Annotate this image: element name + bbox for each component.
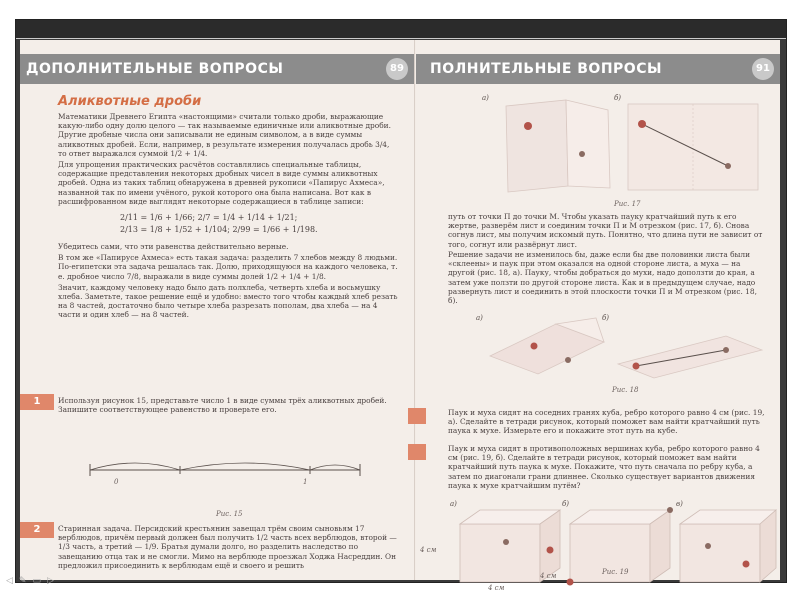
fig19-c-label: в) <box>676 500 683 508</box>
left-body <box>58 112 398 322</box>
fig18-caption: Рис. 18 <box>612 386 639 394</box>
spider-icon <box>743 561 750 568</box>
fly-icon <box>705 543 711 549</box>
fly-icon <box>565 357 571 363</box>
fly-icon <box>725 163 731 169</box>
spider-icon <box>633 363 640 370</box>
number-line-figure <box>80 448 380 488</box>
task-1-marker: 1 <box>20 394 54 410</box>
right-header: ПОЛНИТЕЛЬНЫЕ ВОПРОСЫ <box>416 54 780 84</box>
task-4-marker <box>408 444 426 460</box>
forward-arrow-icon[interactable]: ▷ <box>46 576 60 586</box>
cube-dim-right: 4 см <box>540 572 557 580</box>
right-page-number: 91 <box>752 58 774 80</box>
folded-sheet-right <box>566 100 610 188</box>
book-spread <box>20 40 780 592</box>
task-3-marker <box>408 408 426 424</box>
slideshow-controls[interactable] <box>6 576 60 586</box>
cube-dim-left: 4 см <box>420 546 437 554</box>
paragraph-1: Математики Древнего Египта «настоящими» считали только дроби, выражающие какую-либо одну долю целого — так называемые единичные или аликвотные дроби. Другие дробные числа они записывали не единым символом, а в виде суммы аликвотных дробей. Если, например, в результате измерения получалась дробь 3/4, то ответ выражался суммой 1/2 + 1/4. <box>58 112 391 158</box>
fly-icon <box>579 151 585 157</box>
pen-icon[interactable]: ✎ <box>18 576 33 586</box>
fig18-b-label: б) <box>602 314 610 322</box>
sheet-unfolded <box>618 336 762 378</box>
spider-icon <box>547 547 554 554</box>
paragraph-4: В том же «Папирусе Ахмеса» есть такая задача: разделить 7 хлебов между 8 людьми. По-египетски эта задача решалась так. Долю, приходящуюся на каждого человека, т. е. дробное число 7/8, выражали в виде суммы долей 1/2 + 1/4 + 1/8. <box>58 253 398 281</box>
formula-block <box>120 212 398 236</box>
formula-line-2: 2/13 = 1/8 + 1/52 + 1/104; 2/99 = 1/66 + 1/198. <box>120 225 318 235</box>
cube-dim-bottom: 4 см <box>488 584 505 592</box>
task-3-text: Паук и муха сидят на соседних гранях куба, ребро которого равно 4 см (рис. 19, а). Сделайте в тетради рисунок, который поможет вам найти кратчайший путь паука к мухе. Измерьте его и покажите этот путь на кубе. <box>448 408 765 436</box>
formula-line-1: 2/11 = 1/6 + 1/66; 2/7 = 1/4 + 1/14 + 1/21; <box>120 213 298 223</box>
fig18-illustration <box>486 316 766 382</box>
task-1-text: Используя рисунок 15, представьте число 1 в виде суммы трёх аликвотных дробей. Запишите соответствующее равенство и проверьте его. <box>58 396 387 415</box>
fig17-b-label: б) <box>614 94 622 102</box>
number-line-one-label: 1 <box>303 478 308 486</box>
fig19-b-label: б) <box>562 500 570 508</box>
task-2-marker: 2 <box>20 522 54 538</box>
slides-icon[interactable]: ▭ <box>32 576 47 586</box>
cube-c <box>680 510 776 582</box>
back-arrow-icon[interactable]: ◁ <box>6 576 19 586</box>
fig19-caption: Рис. 19 <box>602 568 629 576</box>
number-line-arc <box>310 465 360 470</box>
left-header: ДОПОЛНИТЕЛЬНЫЕ ВОПРОСЫ <box>20 54 414 84</box>
paragraph-3: Убедитесь сами, что эти равенства действительно верные. <box>58 242 289 252</box>
fig19-a-label: а) <box>450 500 457 508</box>
number-line-zero-label: 0 <box>114 478 119 486</box>
task-4-text: Паук и муха сидят в противоположных вершинах куба, ребро которого равно 4 см (рис. 19, б). Сделайте в тетради рисунок, который поможет вам найти кратчайший путь паука к мухе. Покажите, что путь сначала по ребру куба, а затем по диагонали грани длиннее. Сколько существует вариантов движения паука к мухе кратчайшим путём? <box>448 444 760 490</box>
top-strip <box>16 20 786 39</box>
fig17-a-label: а) <box>482 94 489 102</box>
fig18-a-label: а) <box>476 314 483 322</box>
spider-icon <box>524 122 532 130</box>
section-title: Аликвотные дроби <box>58 94 202 109</box>
fig17-illustration <box>496 98 766 196</box>
left-page-number: 89 <box>386 58 408 80</box>
fly-icon <box>667 507 673 513</box>
folded-sheet-left <box>506 100 568 192</box>
paragraph-2: Для упрощения практических расчётов составлялись специальные таблицы, содержащие представления некоторых дробных чисел в виде суммы аликвотных дробей. Одна из таких таблиц обнаружена в древней рукописи «Папирус Ахмеса», названной так по имени учёного, рукой которого она была написана. Вот как в расшифрованном виде выглядят некоторые содержащиеся в таблице записи: <box>58 160 385 206</box>
slide-frame <box>16 20 786 592</box>
right-page <box>416 40 780 592</box>
spider-icon <box>638 120 646 128</box>
fly-icon <box>503 539 509 545</box>
spider-icon <box>531 343 538 350</box>
fig17-caption: Рис. 17 <box>614 200 641 208</box>
fly-icon <box>723 347 729 353</box>
number-line-arc <box>90 463 180 470</box>
left-page <box>20 40 415 580</box>
paragraph-5: Значит, каждому человеку надо было дать полхлеба, четверть хлеба и восьмушку хлеба. Заметьте, такое решение ещё и удобно: вместо того чтобы каждый хлеб резать на 8 частей, достаточно было четыре хлеба разрезать пополам, два хлеба — на 4 части и один хлеб — на 8 частей. <box>58 282 398 320</box>
fig15-caption: Рис. 15 <box>216 510 243 518</box>
number-line-arc <box>180 463 310 470</box>
spider-icon <box>567 579 574 586</box>
task-2-text: Старинная задача. Персидский крестьянин завещал трём своим сыновьям 17 верблюдов, причём первый должен был получить 1/2 часть всех верблюдов, второй — 1/3 часть, а третий — 1/9. Братья думали долго, но разделить наследство по завещанию отца так и не смогли. Мимо на верблюде проезжал Ходжа Насреддин. Он предложил присоединить к верблюдам ещё и своего и решить <box>58 524 397 570</box>
right-paragraph-2: Решение задачи не изменилось бы, даже если бы две половинки листа были «склеены» и паук при этом оказался на одной стороне листа, а муха — на другой (рис. 18, а). Пауку, чтобы добраться до мухи, надо доползти до края, а затем уже ползти по другой стороне листа. Как и в предыдущем случае, надо развернуть лист и соединить в этой плоскости точки П и М отрезком (рис. 18, б). <box>448 250 757 306</box>
right-paragraph-1: путь от точки П до точки М. Чтобы указать пауку кратчайший путь к его жертве, разверём лист и соединим точки П и М отрезком (рис. 17, б). Снова согнув лист, мы получим искомый путь. Понятно, что длина пути не зависит от того, согнут или развёрнут лист. <box>448 212 763 249</box>
